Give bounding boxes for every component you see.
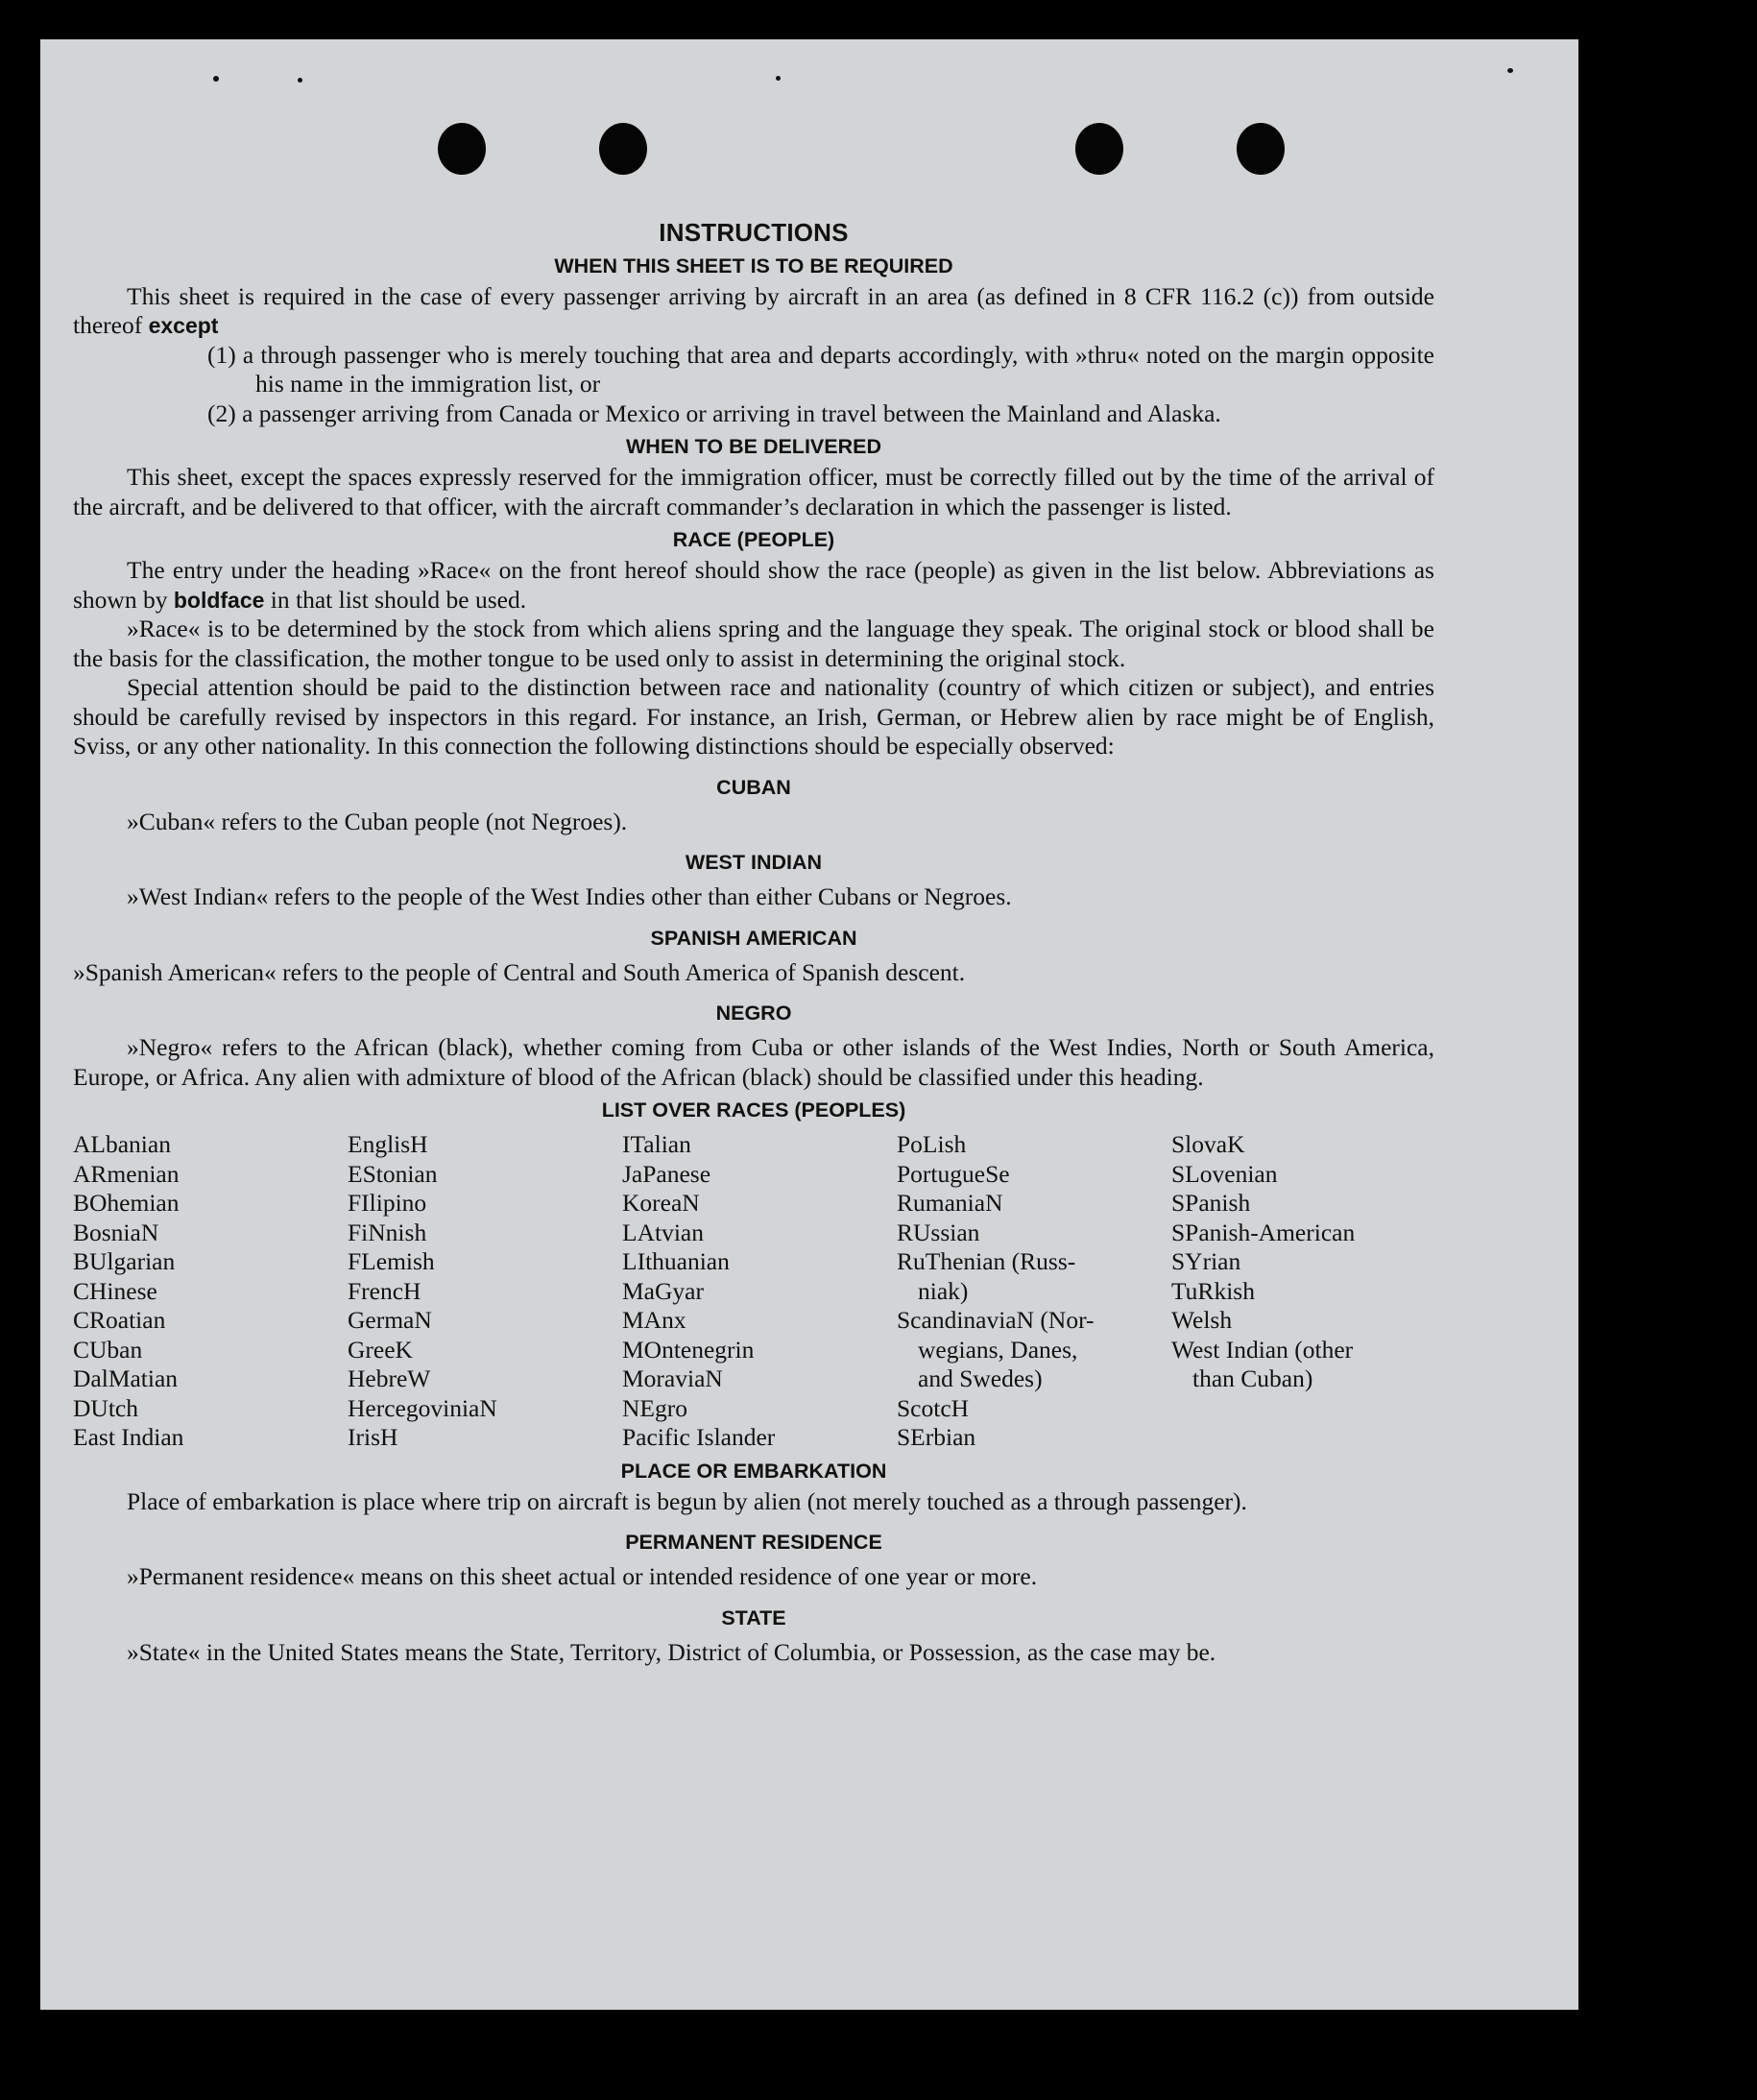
heading-cuban: CUBAN (716, 775, 791, 799)
race-column (1171, 1130, 1446, 1453)
punch-hole (438, 123, 486, 175)
heading-residence: PERMANENT RESIDENCE (625, 1531, 882, 1554)
race-entry: MoraviaN (622, 1364, 723, 1392)
race-entry: SPanish (1171, 1189, 1251, 1217)
punch-hole (1237, 123, 1285, 175)
race-entry: BUlgarian (73, 1247, 176, 1275)
race-entry: RUssian (897, 1218, 980, 1246)
race-entry: CHinese (73, 1276, 157, 1305)
race-entry: MOntenegrin (622, 1335, 755, 1364)
speck-mark (1507, 68, 1513, 73)
embarkation-text: Place of embarkation is place where trip on aircraft is begun by alien (not merely touched as a through passenger). (127, 1486, 1247, 1515)
required-intro: This sheet is required in the case of every passenger arriving by aircraft in an area (as defined in 8 CFR 116.2 (c)) from outside thereof except (73, 281, 1434, 339)
race-entry: RumaniaN (897, 1189, 1003, 1217)
race-entry: HercegoviniaN (348, 1393, 497, 1422)
speck-mark (298, 78, 302, 83)
race-entry: FiNnish (348, 1218, 427, 1246)
heading-delivered: WHEN TO BE DELIVERED (626, 435, 881, 458)
race-entry: ITalian (622, 1130, 691, 1158)
race-entry: GreeK (348, 1335, 413, 1364)
negro-text: »Negro« refers to the African (black), whether coming from Cuba or other islands of the West Indies, North or South America, Europe, or Africa. Any alien with admixture of blood of the African (black) should be classified under this heading. (73, 1033, 1434, 1091)
race-entry: EnglisH (348, 1130, 428, 1158)
race-list (73, 1130, 1434, 1453)
race-entry: DalMatian (73, 1364, 179, 1392)
heading-state: STATE (721, 1605, 786, 1629)
race-entry: FrencH (348, 1276, 421, 1305)
race-entry: DUtch (73, 1393, 138, 1422)
race-column (348, 1130, 622, 1453)
race-entry: SYrian (1171, 1247, 1241, 1275)
heading-race: RACE (PEOPLE) (672, 528, 835, 551)
race-entry: FIlipino (348, 1189, 427, 1217)
west-indian-text: »West Indian« refers to the people of the West Indies other than either Cubans or Negroes. (127, 882, 1012, 910)
race-entry: CRoatian (73, 1306, 166, 1334)
spanish-american-text: »Spanish American« refers to the people of Central and South America of Spanish descent. (73, 957, 966, 986)
race-entry: ARmenian (73, 1159, 180, 1188)
race-entry: ScandinaviaN (Nor- (897, 1306, 1095, 1334)
race-entry: BOhemian (73, 1189, 180, 1217)
punch-hole (1075, 123, 1123, 175)
race-entry: TuRkish (1171, 1276, 1255, 1305)
race-paragraph-1: The entry under the heading »Race« on the front hereof should show the race (people) as given in the list below. Abbreviations as shown by boldface in that list should be used. (73, 556, 1434, 614)
race-entry: JaPanese (622, 1159, 711, 1188)
race-entry: wegians, Danes, (918, 1335, 1078, 1364)
race-entry: NEgro (622, 1393, 687, 1422)
race-entry: and Swedes) (918, 1364, 1043, 1392)
race-entry: ALbanian (73, 1130, 171, 1158)
except-bold: except (148, 313, 219, 338)
document-page (40, 39, 1578, 2010)
race-entry: MAnx (622, 1306, 686, 1334)
race-entry: than Cuban) (1192, 1364, 1313, 1392)
race-entry: niak) (918, 1276, 969, 1305)
heading-embarkation: PLACE OR EMBARKATION (620, 1459, 887, 1483)
race-entry: GermaN (348, 1306, 432, 1334)
race-entry: Pacific Islander (622, 1423, 776, 1451)
cuban-text: »Cuban« refers to the Cuban people (not Negroes). (127, 807, 628, 835)
race-entry: SPanish-American (1171, 1218, 1356, 1246)
race-entry: LIthuanian (622, 1247, 730, 1275)
required-item-2: (2) a passenger arriving from Canada or Mexico or arriving in travel between the Mainland and Alaska. (207, 398, 1221, 427)
race-entry: LAtvian (622, 1218, 704, 1246)
race-entry: FLemish (348, 1247, 435, 1275)
heading-race-list: LIST OVER RACES (PEOPLES) (601, 1098, 906, 1122)
race-paragraph-2: »Race« is to be determined by the stock from which aliens spring and the language they speak. The original stock or blood shall be the basis for the classification, the mother tongue to be used only to assist in determining the original stock. (73, 615, 1434, 672)
required-item-1: (1) a through passenger who is merely touching that area and departs accordingly, with »thru« noted on the margin opposite his name in the immigration list, or (207, 340, 1434, 398)
race-entry: EStonian (348, 1159, 438, 1188)
heading-negro: NEGRO (715, 1002, 792, 1025)
race-entry: IrisH (348, 1423, 398, 1451)
page-title: INSTRUCTIONS (659, 218, 849, 247)
race-entry: SlovaK (1171, 1130, 1245, 1158)
delivered-text: This sheet, except the spaces expressly reserved for the immigration officer, must be correctly filled out by the time of the arrival of the aircraft, and be delivered to that officer, with the aircraft commander’s declaration in which the passenger is listed. (73, 463, 1434, 520)
race-paragraph-3: Special attention should be paid to the distinction between race and nationality (country of which citizen or subject), and entries should be carefully revised by inspectors in this regard. For instance, an Irish, German, or Hebrew alien by race might be of English, Sviss, or any other nationality. In this connection the following distinctions should be especially observed: (73, 673, 1434, 760)
race-column (622, 1130, 897, 1453)
state-text: »State« in the United States means the State, Territory, District of Columbia, or Possession, as the case may be. (127, 1637, 1216, 1666)
heading-west-indian: WEST INDIAN (685, 851, 823, 874)
race-entry: PortugueSe (897, 1159, 1010, 1188)
race-entry: CUban (73, 1335, 143, 1364)
race-entry: ScotcH (897, 1393, 970, 1422)
race-entry: KoreaN (622, 1189, 700, 1217)
race-entry: West Indian (other (1171, 1335, 1354, 1364)
race-entry: MaGyar (622, 1276, 704, 1305)
race-entry: BosniaN (73, 1218, 159, 1246)
speck-mark (776, 76, 781, 81)
race-column (897, 1130, 1171, 1453)
race-entry: HebreW (348, 1364, 431, 1392)
punch-hole (599, 123, 647, 175)
race-entry: RuThenian (Russ- (897, 1247, 1076, 1275)
instructions-text (73, 178, 1434, 1667)
race-entry: SLovenian (1171, 1159, 1278, 1188)
race-column (73, 1130, 348, 1453)
race-entry: PoLish (897, 1130, 967, 1158)
boldface-bold: boldface (173, 587, 265, 613)
heading-spanish-american: SPANISH AMERICAN (650, 926, 857, 950)
race-entry: East Indian (73, 1423, 184, 1451)
heading-required: WHEN THIS SHEET IS TO BE REQUIRED (554, 253, 953, 278)
race-entry: SErbian (897, 1423, 976, 1451)
residence-text: »Permanent residence« means on this sheet actual or intended residence of one year or more. (127, 1562, 1038, 1590)
speck-mark (213, 76, 219, 82)
race-entry: Welsh (1171, 1306, 1233, 1334)
